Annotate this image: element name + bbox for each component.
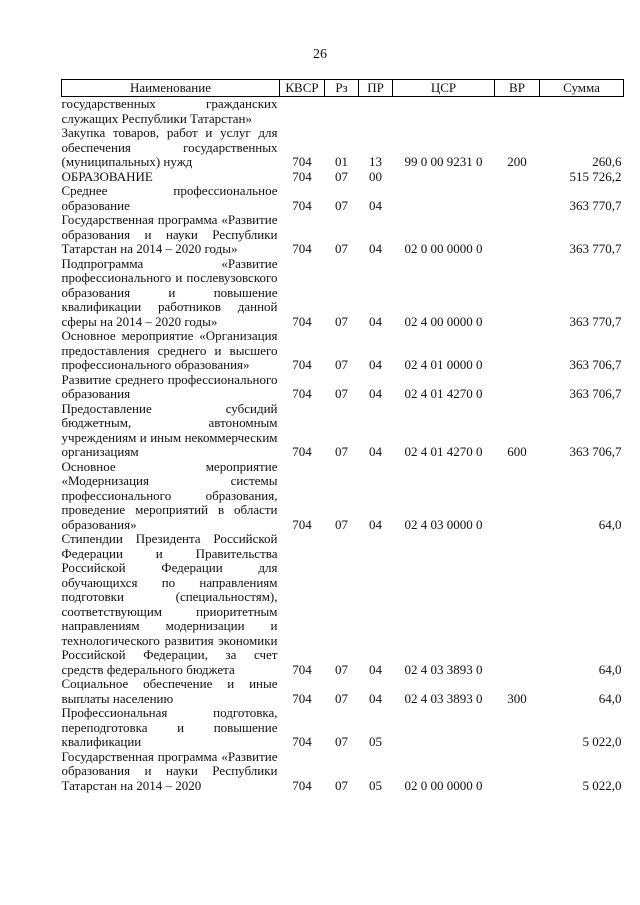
- cell-sum: 5 022,0: [582, 734, 622, 749]
- cell-kvsr: 704: [292, 154, 312, 169]
- cell-pr: 05: [369, 777, 382, 793]
- cell-pr: 04: [369, 386, 382, 401]
- cell-pr: [359, 97, 393, 127]
- cell-sum: 64,0: [598, 516, 622, 532]
- table-row: [62, 677, 624, 706]
- cell-pr: 04: [369, 690, 382, 706]
- cell-name: Предоставление субсидий бюджетным, автономным учреждениям и иным некоммерческим организациям: [61, 400, 278, 459]
- cell-pr: 04: [369, 241, 382, 256]
- cell-name: Развитие среднего профессионального образования: [61, 371, 278, 401]
- cell-csr: [393, 184, 495, 213]
- cell-kvsr: 704: [292, 444, 312, 459]
- cell-csr: 02 4 01 4270 0: [404, 444, 483, 459]
- cell-pr: 13: [369, 154, 382, 169]
- cell-rz: 07: [335, 777, 348, 793]
- cell-name: Стипендии Президента Российской Федерации и Правительства Российской Федерации для обучающихся по направлениям подготовки (специальностям), соответствующим приоритетным направлениям модернизации и технологического развития экономики Российской Федерации, за счет средств федерального бюджета: [61, 531, 278, 677]
- header-name: Наименование: [62, 80, 280, 97]
- table-row: [62, 97, 624, 127]
- cell-vr: [495, 532, 540, 677]
- cell-name: Подпрограмма «Развитие профессионального и послевузовского образования и повышение квалификации работников данной сферы на 2014 – 2020 годы»: [61, 255, 278, 329]
- cell-name: ОБРАЗОВАНИЕ: [61, 168, 153, 184]
- cell-csr: [393, 706, 495, 750]
- cell-kvsr: 704: [292, 197, 312, 213]
- cell-sum: 363 706,7: [569, 386, 622, 401]
- cell-vr: [495, 97, 540, 127]
- cell-csr: 02 4 01 4270 0: [404, 386, 483, 401]
- cell-vr: [495, 184, 540, 213]
- cell-name: Социальное обеспечение и иные выплаты населению: [61, 676, 278, 706]
- cell-csr: 02 4 03 0000 0: [404, 516, 483, 532]
- table-row: [62, 170, 624, 185]
- cell-vr: [495, 373, 540, 402]
- cell-pr: 00: [369, 168, 382, 184]
- cell-vr: 600: [507, 444, 527, 459]
- cell-sum: 64,0: [598, 661, 622, 677]
- cell-csr: 02 4 00 0000 0: [404, 313, 483, 329]
- cell-rz: 01: [335, 154, 348, 169]
- cell-vr: [495, 460, 540, 533]
- page-number: 26: [313, 47, 327, 62]
- cell-csr: [393, 97, 495, 127]
- cell-pr: 05: [369, 734, 382, 749]
- cell-kvsr: [280, 97, 325, 127]
- header-kvsr: КВСР: [280, 80, 325, 97]
- table-row: [62, 532, 624, 677]
- cell-rz: 07: [335, 313, 348, 329]
- cell-sum: [540, 97, 624, 127]
- cell-kvsr: 704: [292, 690, 312, 706]
- cell-vr: [495, 213, 540, 257]
- cell-csr: 02 4 01 0000 0: [404, 357, 483, 372]
- cell-kvsr: 704: [292, 661, 312, 677]
- cell-pr: 04: [369, 197, 382, 213]
- table-row: [62, 329, 624, 373]
- cell-kvsr: 704: [292, 734, 312, 749]
- cell-vr: [495, 257, 540, 330]
- cell-kvsr: 704: [292, 313, 312, 329]
- table-row: [62, 126, 624, 170]
- cell-rz: 07: [335, 444, 348, 459]
- cell-csr: 02 4 03 3893 0: [404, 690, 483, 706]
- table-row: [62, 402, 624, 460]
- cell-kvsr: 704: [292, 386, 312, 401]
- cell-sum: 363 770,7: [569, 313, 622, 329]
- cell-vr: [495, 706, 540, 750]
- cell-sum: 363 706,7: [569, 444, 622, 459]
- cell-pr: 04: [369, 357, 382, 372]
- cell-rz: 07: [335, 357, 348, 372]
- cell-rz: 07: [335, 690, 348, 706]
- cell-kvsr: 704: [292, 516, 312, 532]
- cell-rz: [325, 97, 359, 127]
- cell-name: Государственная программа «Развитие образования и науки Республики Татарстан на 2014 – 2020 годы»: [61, 212, 278, 256]
- cell-kvsr: 704: [292, 357, 312, 372]
- cell-pr: 04: [369, 516, 382, 532]
- cell-rz: 07: [335, 386, 348, 401]
- header-pr: ПР: [359, 80, 393, 97]
- cell-rz: 07: [335, 661, 348, 677]
- cell-vr: [495, 170, 540, 185]
- header-rz: Рз: [325, 80, 359, 97]
- table-row: [62, 706, 624, 750]
- cell-sum: 64,0: [598, 690, 622, 706]
- cell-sum: 515 726,2: [569, 168, 622, 184]
- cell-pr: 04: [369, 444, 382, 459]
- cell-rz: 07: [335, 734, 348, 749]
- cell-name: Закупка товаров, работ и услуг для обеспечения государственных (муниципальных) нужд: [61, 125, 278, 169]
- cell-kvsr: 704: [292, 168, 312, 184]
- cell-sum: 5 022,0: [582, 777, 622, 793]
- budget-table: [61, 79, 624, 793]
- cell-kvsr: 704: [292, 241, 312, 256]
- table-row: [62, 460, 624, 533]
- cell-name: Основное мероприятие «Модернизация системы профессионального образования, проведение мероприятий в области образования»: [61, 458, 278, 532]
- cell-csr: [393, 170, 495, 185]
- cell-name: Государственная программа «Развитие образования и науки Республики Татарстан на 2014 – 2020: [61, 748, 278, 793]
- header-csr: ЦСР: [393, 80, 495, 97]
- table-row: [62, 373, 624, 402]
- cell-rz: 07: [335, 241, 348, 256]
- cell-vr: [495, 329, 540, 373]
- cell-sum: 260,6: [592, 154, 622, 169]
- cell-vr: 200: [507, 154, 527, 169]
- table-header: [62, 80, 624, 97]
- cell-sum: 363 770,7: [569, 241, 622, 256]
- cell-pr: 04: [369, 313, 382, 329]
- cell-rz: 07: [335, 168, 348, 184]
- cell-rz: 07: [335, 516, 348, 532]
- cell-name: Профессиональная подготовка, переподготовка и повышение квалификации: [61, 705, 278, 749]
- cell-sum: 363 706,7: [569, 357, 622, 372]
- header-vr: ВР: [495, 80, 540, 97]
- table-row: [62, 184, 624, 213]
- cell-vr: 300: [507, 690, 527, 706]
- table-body: [62, 97, 624, 794]
- cell-sum: 363 770,7: [569, 197, 622, 213]
- cell-csr: 02 0 00 0000 0: [404, 777, 483, 793]
- cell-rz: 07: [335, 197, 348, 213]
- table-row: [62, 213, 624, 257]
- cell-csr: 99 0 00 9231 0: [404, 154, 483, 169]
- cell-kvsr: 704: [292, 777, 312, 793]
- cell-pr: 04: [369, 661, 382, 677]
- table-row: [62, 750, 624, 794]
- cell-csr: 02 4 03 3893 0: [404, 661, 483, 677]
- table-row: [62, 257, 624, 330]
- cell-name: Среднее профессиональное образование: [61, 183, 278, 213]
- cell-vr: [495, 750, 540, 794]
- cell-name: Основное мероприятие «Организация предоставления среднего и высшего профессионального образования»: [61, 328, 278, 372]
- cell-name: государственных гражданских служащих Республики Татарстан»: [61, 96, 278, 126]
- cell-csr: 02 0 00 0000 0: [404, 241, 483, 256]
- header-sum: Сумма: [540, 80, 624, 97]
